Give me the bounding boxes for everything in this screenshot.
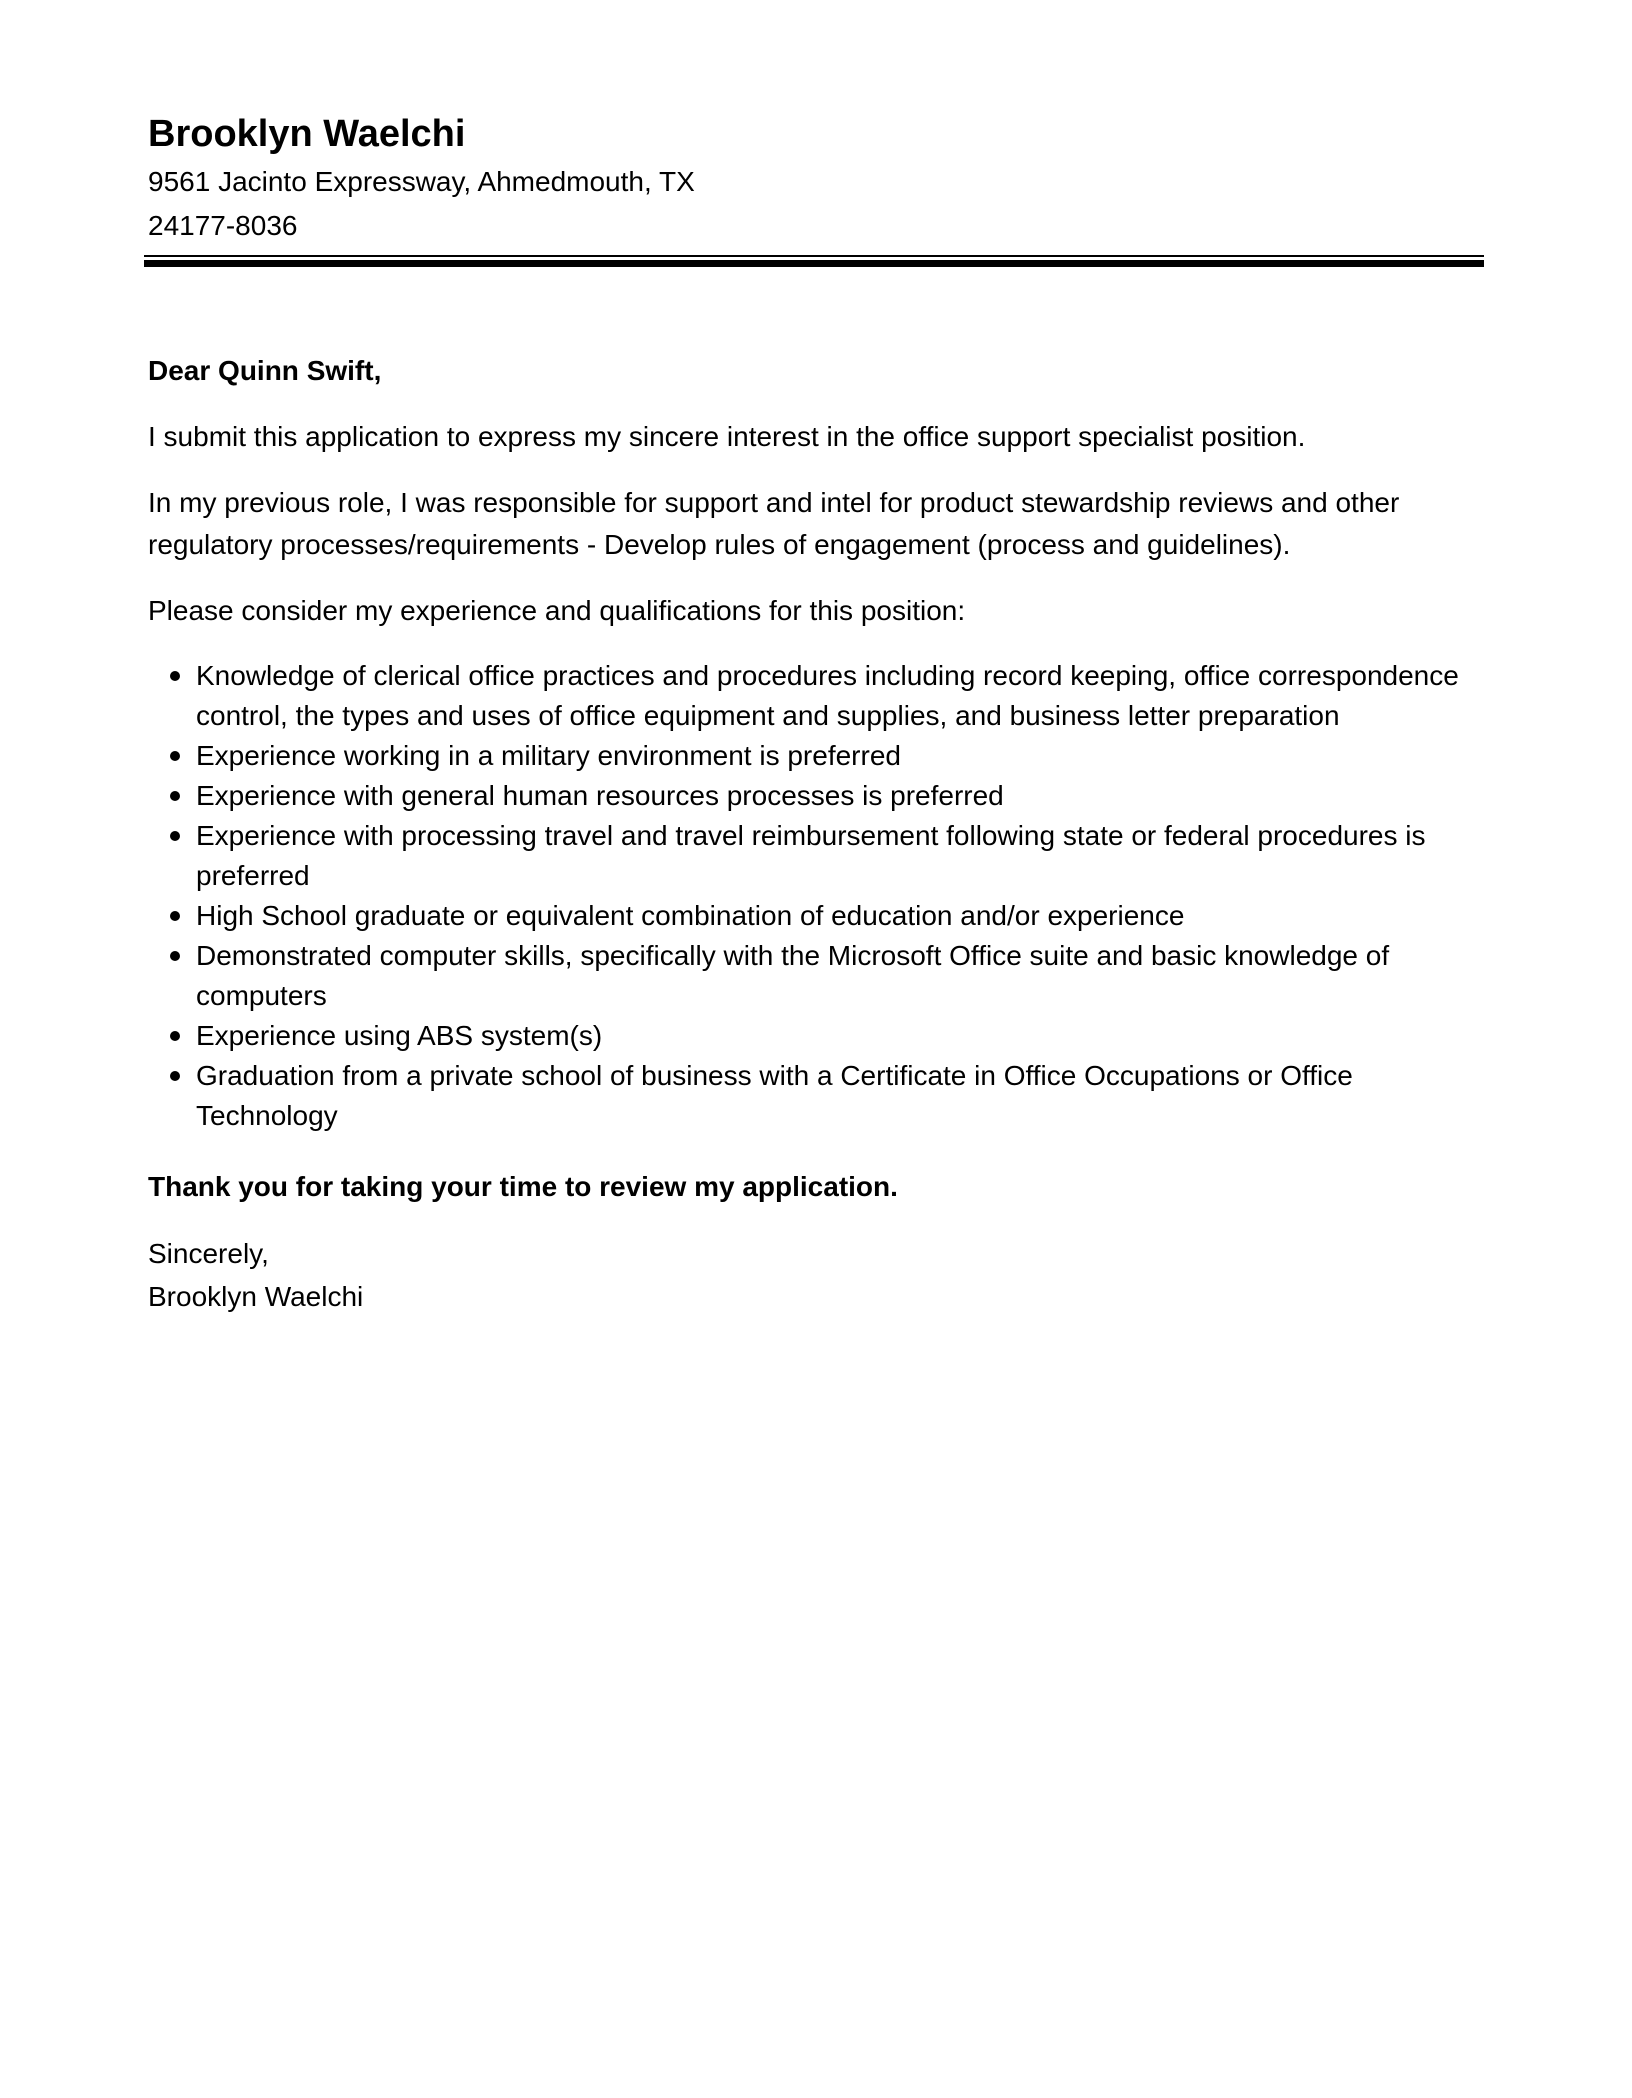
greeting: Dear Quinn Swift, xyxy=(148,355,382,386)
header-divider xyxy=(144,255,1484,267)
intro-paragraph: I submit this application to express my sincere interest in the office support specialist position. xyxy=(148,421,1306,452)
sender-address-line2: 24177-8036 xyxy=(148,210,298,241)
list-item xyxy=(148,736,1488,776)
divider-thin-line xyxy=(144,255,1484,257)
previous-role-paragraph: In my previous role, I was responsible for support and intel for product stewardship reviews and other regulatory processes/requirements - Develop rules of engagement (process and guidelines). xyxy=(148,487,1400,560)
list-item xyxy=(148,776,1488,816)
sender-name: Brooklyn Waelchi xyxy=(148,113,466,155)
divider-thick-line xyxy=(144,260,1484,267)
qualification-text: Graduation from a private school of business with a Certificate in Office Occupations or Office Technology xyxy=(196,1060,1353,1131)
signature-name: Brooklyn Waelchi xyxy=(148,1281,364,1312)
list-item xyxy=(148,936,1488,1016)
letter-header xyxy=(148,108,1488,248)
closing-statement: Thank you for taking your time to review my application. xyxy=(148,1171,898,1202)
qualification-text: Demonstrated computer skills, specifically with the Microsoft Office suite and basic knowledge of computers xyxy=(196,940,1390,1011)
qualifications-list xyxy=(148,656,1488,1136)
sender-address-line1: 9561 Jacinto Expressway, Ahmedmouth, TX xyxy=(148,166,695,197)
consider-paragraph: Please consider my experience and qualifications for this position: xyxy=(148,595,966,626)
qualification-text: Experience working in a military environment is preferred xyxy=(196,740,901,771)
qualification-text: Experience using ABS system(s) xyxy=(196,1020,603,1051)
qualification-text: Experience with processing travel and travel reimbursement following state or federal procedures is preferred xyxy=(196,820,1426,891)
bullet-icon xyxy=(170,1071,180,1081)
qualification-text: High School graduate or equivalent combination of education and/or experience xyxy=(196,900,1185,931)
bullet-icon xyxy=(170,911,180,921)
bullet-icon xyxy=(170,671,180,681)
qualification-text: Knowledge of clerical office practices and procedures including record keeping, office correspondence control, the types and uses of office equipment and supplies, and business letter preparation xyxy=(196,660,1459,731)
qualification-text: Experience with general human resources processes is preferred xyxy=(196,780,1004,811)
bullet-icon xyxy=(170,751,180,761)
list-item xyxy=(148,1016,1488,1056)
bullet-icon xyxy=(170,1031,180,1041)
list-item xyxy=(148,1056,1488,1136)
bullet-icon xyxy=(170,831,180,841)
list-item xyxy=(148,656,1488,736)
sign-off: Sincerely, xyxy=(148,1238,269,1269)
list-item xyxy=(148,816,1488,896)
letter-body xyxy=(148,350,1488,1318)
bullet-icon xyxy=(170,951,180,961)
list-item xyxy=(148,896,1488,936)
bullet-icon xyxy=(170,791,180,801)
